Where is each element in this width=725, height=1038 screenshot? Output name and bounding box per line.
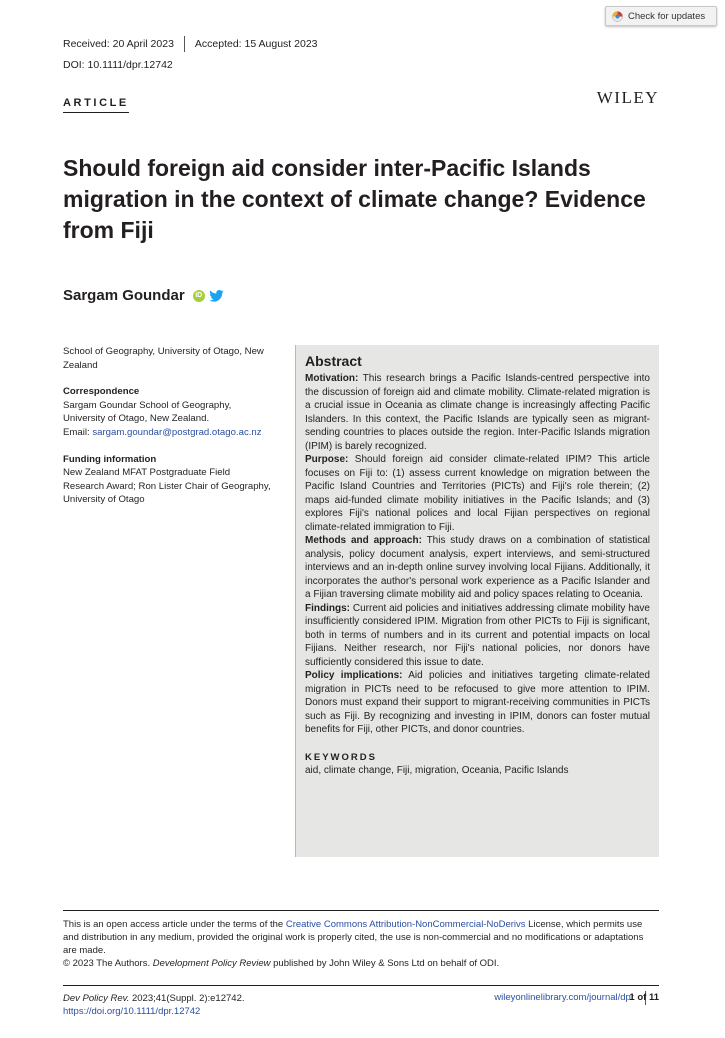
- citation-text: 2023;41(Suppl. 2):e12742.: [129, 993, 245, 1004]
- abstract-findings: [305, 602, 650, 670]
- citation-block: [63, 992, 245, 1018]
- journal-abbreviation: Dev Policy Rev.: [63, 993, 130, 1004]
- received-date: Received: 20 April 2023: [63, 38, 174, 50]
- abstract-section-text: Current aid policies and initiatives addressing climate mobility have insufficiently considered IPIM. Migration from other PICTs to Fiji is significant, both in terms of numbers and in its current and potential impacts on local Fijians. Neither research, nor Fiji's national policies, nor donors have sufficiently considered this issue to date.: [305, 602, 650, 668]
- abstract-methods: [305, 534, 650, 602]
- license-link[interactable]: Creative Commons Attribution-NonCommercial-NoDerivs: [285, 919, 526, 930]
- funding-heading: Funding information: [63, 453, 157, 465]
- abstract-box: [295, 345, 659, 857]
- abstract-section-label: Purpose:: [305, 454, 349, 465]
- abstract-section-label: Findings:: [305, 602, 350, 614]
- footer-divider: [63, 910, 659, 911]
- copyright-journal-name: Development Policy Review: [152, 958, 271, 969]
- page-number: 1 of 11: [629, 992, 659, 1003]
- license-notice: [63, 918, 659, 970]
- author-line: [63, 287, 224, 304]
- email-label: Email:: [63, 426, 90, 438]
- check-for-updates-label: Check for updates: [628, 10, 706, 22]
- abstract-section-label: Motivation:: [305, 373, 359, 384]
- email-link[interactable]: sargam.goundar@postgrad.otago.ac.nz: [92, 426, 262, 438]
- keywords-list: aid, climate change, Fiji, migration, Oceania, Pacific Islands: [305, 764, 569, 776]
- crossmark-icon: [612, 11, 623, 22]
- funding-text: New Zealand MFAT Postgraduate Field Research Award; Ron Lister Chair of Geography, University of Otago: [63, 467, 271, 506]
- abstract-section-text: Should foreign aid consider climate-related IPIM? This article focuses on Fiji to: (1) assess current knowledge on migration between the Pacific Island Countries and Territories (PICTs) and Fiji's role therein; (2) maps aid-funded climate mobility initiatives in the Pacific Islands; and (3) explores Fiji's national polices and local Fijian perspectives on regional climate-related immigration to Fiji.: [305, 454, 650, 533]
- dates-line: [63, 36, 318, 52]
- author-info-column: [63, 345, 273, 507]
- author-name[interactable]: Sargam Goundar: [63, 287, 185, 304]
- article-type-label: ARTICLE: [63, 97, 129, 113]
- twitter-icon[interactable]: [209, 290, 224, 302]
- copyright-suffix: published by John Wiley & Sons Ltd on behalf of ODI.: [270, 958, 500, 969]
- correspondence-text: Sargam Goundar School of Geography, University of Otago, New Zealand.: [63, 399, 232, 425]
- abstract-purpose: [305, 453, 650, 534]
- abstract-motivation: [305, 372, 650, 453]
- abstract-section-text: This research brings a Pacific Islands-centred perspective into the discussion of foreign aid and climate mobility. Climate-related migration is a crucial issue in Oceania as climate change is increasingly affecting Pacific Islanders. In this context, the Pacific Islands are typically seen as migrant-sending countries to places outside the region. Inter-Pacific Islands migration (IPIM) is barely recognized.: [305, 373, 650, 452]
- accepted-date: Accepted: 15 August 2023: [194, 38, 318, 50]
- publisher-logo: WILEY: [596, 88, 659, 107]
- license-suffix: License, which permits use and distribution in any medium, provided the original work is properly cited, the use is non-commercial and no modifications or adaptations are made.: [63, 919, 644, 956]
- affiliation: School of Geography, University of Otago, New Zealand: [63, 346, 264, 371]
- correspondence-heading: Correspondence: [63, 386, 140, 398]
- copyright-prefix: © 2023 The Authors.: [63, 958, 153, 969]
- keywords-heading: KEYWORDS: [305, 751, 377, 763]
- email-line: [63, 426, 273, 440]
- doi: DOI: 10.1111/dpr.12742: [63, 59, 173, 71]
- journal-url-link[interactable]: wileyonlinelibrary.com/journal/dpr: [494, 992, 634, 1003]
- bottom-divider: [63, 985, 659, 986]
- abstract-policy-implications: [305, 669, 650, 737]
- abstract-section-label: Methods and approach:: [305, 535, 422, 546]
- abstract-section-text: Aid policies and initiatives targeting climate-related migration in PICTs need to be refocused to give more attention to IPIM. Donors must expand their support to migrant-receiving communities in PICTs such as Fiji. By recognizing and investing in IPIM, donors can foster mutual benefits for Fiji, other PICTs, and donor countries.: [305, 670, 650, 735]
- doi-link[interactable]: https://doi.org/10.1111/dpr.12742: [63, 1006, 201, 1017]
- orcid-icon[interactable]: iD: [193, 290, 205, 302]
- abstract-section-text: This study draws on a combination of statistical analysis, policy document analysis, expert interviews, and semi-structured interviews and an in-depth online survey involving local Fijians. Additionally, it incorporates the author's personal work experience as a Pacific Islander and a Fijian traversing climate mobility aid and policy spaces relating to Oceania.: [305, 535, 650, 600]
- check-for-updates-button[interactable]: [605, 6, 717, 26]
- license-prefix: This is an open access article under the terms of the: [63, 919, 286, 930]
- dates-divider: [184, 36, 185, 52]
- abstract-section-label: Policy implications:: [305, 670, 403, 681]
- article-title: Should foreign aid consider inter-Pacific Islands migration in the context of climate change? Evidence from Fiji: [63, 155, 646, 243]
- abstract-heading: Abstract: [305, 353, 362, 369]
